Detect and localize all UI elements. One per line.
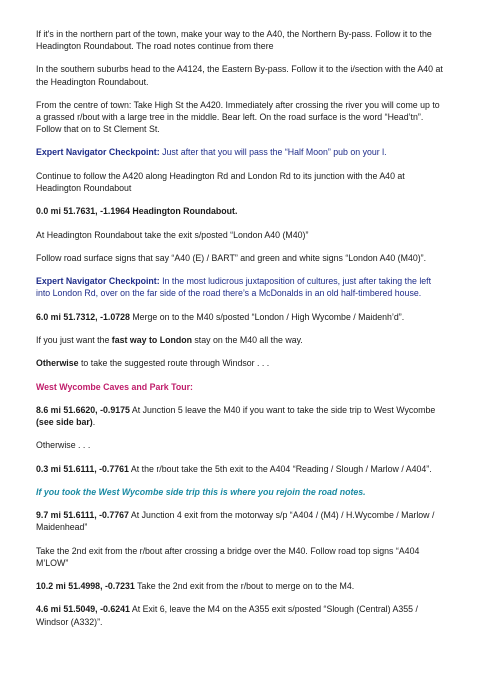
waypoint-junction-5 bbox=[36, 404, 446, 428]
checkpoint-text: Just after that you will pass the “Half Moon” pub on your l. bbox=[159, 147, 387, 158]
waypoint-coords: 6.0 mi 51.7312, -1.0728 bbox=[36, 311, 130, 322]
paragraph-northern-route: If it's in the northern part of the town, make your way to the A40, the Northern By-pass. Follow it to the Headington Roundabout. The road notes continue from there bbox=[36, 29, 432, 52]
waypoint-m40-merge bbox=[36, 311, 446, 323]
rejoin-note: If you took the West Wycombe side trip this is where you rejoin the road notes. bbox=[36, 486, 366, 497]
waypoint-text: At Junction 4 exit from the motorway s/p “A404 / (M4) / H.Wycombe / Marlow / Maidenhead” bbox=[36, 510, 435, 533]
waypoint-coords: 8.6 mi 51.6620, -0.9175 bbox=[36, 404, 130, 415]
text-span: to take the suggested route through Windsor . . . bbox=[78, 358, 270, 369]
paragraph-otherwise: Otherwise . . . bbox=[36, 440, 91, 451]
waypoint-text: Take the 2nd exit from the r/bout to merge on to the M4. bbox=[134, 581, 355, 592]
paragraph-centre-route: From the centre of town: Take High St the A420. Immediately after crossing the river you will come up to a grassed r/bout with a large tree in the middle. Bear left. On the road surface is the word “Head’tn”. Follow that on to St Clement St. bbox=[36, 99, 440, 135]
waypoint-m4-merge bbox=[36, 580, 446, 592]
navigator-checkpoint-half-moon bbox=[36, 146, 446, 158]
waypoint-text: Merge on to the M40 s/posted “London / High Wycombe / Maidenh’d”. bbox=[129, 311, 405, 322]
checkpoint-label: Expert Navigator Checkpoint: bbox=[36, 147, 160, 158]
checkpoint-label: Expert Navigator Checkpoint: bbox=[36, 276, 160, 287]
navigator-checkpoint-mcdonalds bbox=[36, 275, 446, 299]
checkpoint-text: In the most ludicrous juxtaposition of cultures, just after taking the left into London Rd, over on the far side of the road there’s a McDonalds in an old half-timbered house. bbox=[36, 276, 432, 299]
paragraph-road-signs: Follow road surface signs that say “A40 (E) / BART” and green and white signs “London A40 (M40)”. bbox=[36, 252, 427, 263]
emphasis-text: Otherwise bbox=[36, 358, 79, 369]
text-span: stay on the M40 all the way. bbox=[191, 334, 303, 345]
paragraph-2nd-exit-bridge: Take the 2nd exit from the r/bout after crossing a bridge over the M40. Follow road top signs “A404 M’LOW” bbox=[36, 545, 420, 568]
waypoint-coords: 10.2 mi 51.4998, -0.7231 bbox=[36, 581, 135, 592]
waypoint-headington bbox=[36, 205, 446, 217]
text-span: If you just want the bbox=[36, 334, 112, 345]
waypoint-coords: 0.3 mi 51.6111, -0.7761 bbox=[36, 463, 129, 474]
waypoint-coords: 4.6 mi 51.5049, -0.6241 bbox=[36, 604, 130, 615]
paragraph-southern-route: In the southern suburbs head to the A4124, the Eastern By-pass. Follow it to the i/section with the A40 at the Headington Roundabout. bbox=[36, 64, 443, 87]
waypoint-text: At Junction 5 leave the M40 if you want to take the side trip to West Wycombe bbox=[129, 404, 436, 415]
waypoint-heading: 0.0 mi 51.7631, -1.1964 Headington Roundabout. bbox=[36, 206, 238, 217]
paragraph-headington-exit: At Headington Roundabout take the exit s/posted “London A40 (M40)” bbox=[36, 229, 309, 240]
emphasis-text: (see side bar) bbox=[36, 416, 93, 427]
waypoint-junction-4 bbox=[36, 509, 446, 533]
waypoint-text: At Exit 6, leave the M4 on the A355 exit s/posted “Slough (Central) A355 / Windsor (A332)”. bbox=[36, 604, 418, 627]
text-span: . bbox=[92, 416, 96, 427]
waypoint-exit-6 bbox=[36, 603, 446, 627]
section-heading-west-wycombe: West Wycombe Caves and Park Tour: bbox=[36, 381, 193, 392]
paragraph-fast-way bbox=[36, 334, 446, 346]
paragraph-otherwise-windsor bbox=[36, 357, 446, 369]
paragraph-continue-a420: Continue to follow the A420 along Headington Rd and London Rd to its junction with the A40 at Headington Roundabout bbox=[36, 170, 405, 193]
emphasis-text: fast way to London bbox=[111, 334, 192, 345]
waypoint-text: At the r/bout take the 5th exit to the A404 “Reading / Slough / Marlow / A404”. bbox=[128, 463, 432, 474]
waypoint-coords: 9.7 mi 51.6111, -0.7767 bbox=[36, 510, 129, 521]
waypoint-a404-exit bbox=[36, 463, 446, 475]
